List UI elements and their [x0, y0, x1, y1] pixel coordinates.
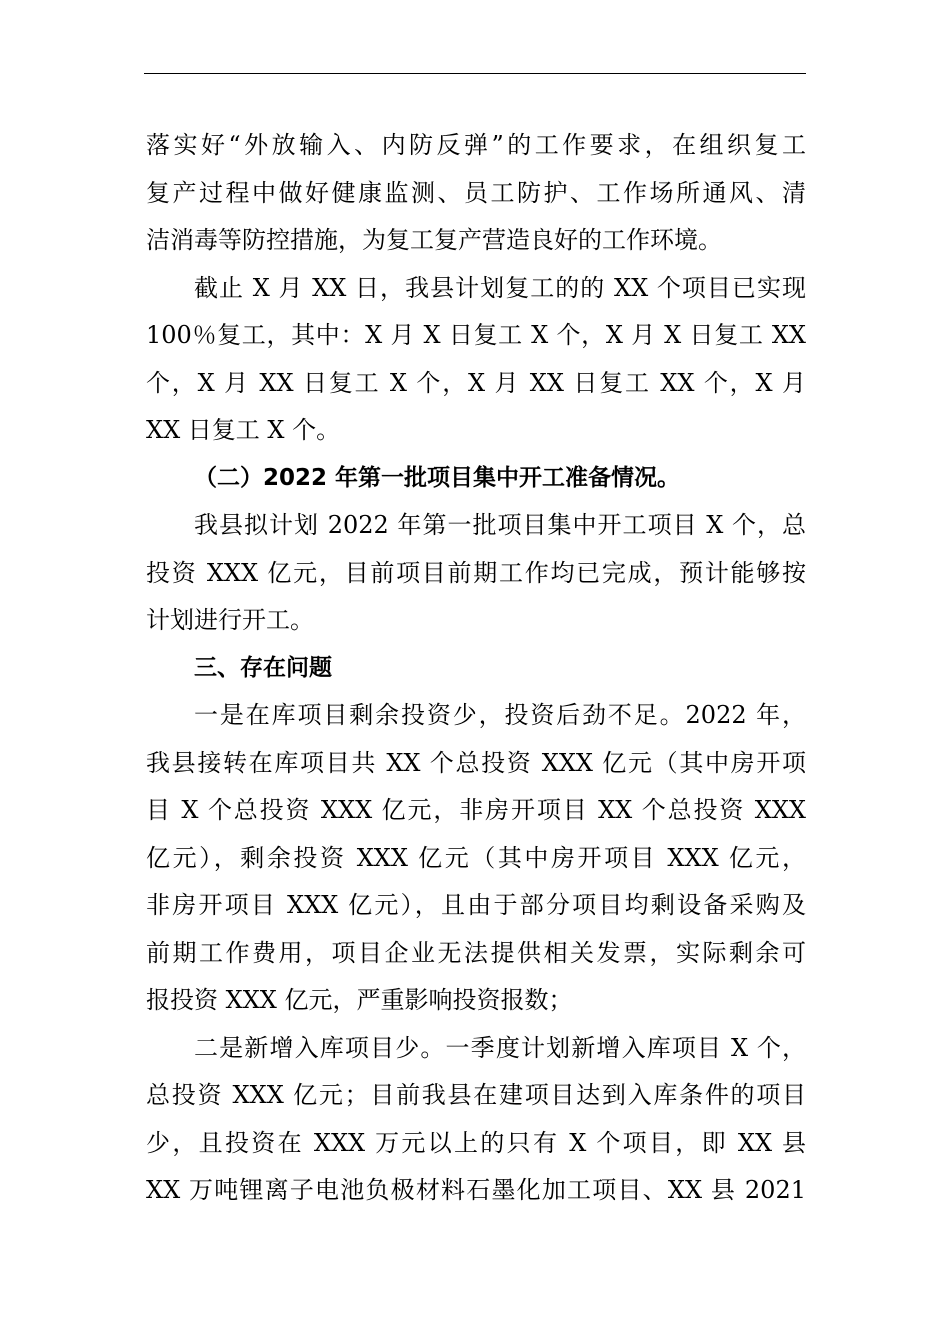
- paragraph: [146, 265, 806, 455]
- text-line: 个，X 月 XX 日复工 X 个，X 月 XX 日复工 XX 个，X 月: [146, 368, 806, 397]
- text-line: 投资 XXX 亿元，目前项目前期工作均已完成，预计能够按: [146, 558, 806, 587]
- section-heading: （二）2022 年第一批项目集中开工准备情况。: [194, 464, 681, 491]
- text-line: 截止 X 月 XX 日，我县计划复工的的 XX 个项目已实现: [194, 273, 806, 302]
- text-line: 少，且投资在 XXX 万元以上的只有 X 个项目，即 XX 县: [146, 1128, 806, 1157]
- section-heading: 三、存在问题: [194, 654, 332, 681]
- text-line: 一是在库项目剩余投资少，投资后劲不足。2022 年，: [194, 701, 806, 729]
- text-line: 前期工作费用，项目企业无法提供相关发票，实际剩余可: [146, 938, 806, 967]
- text-line: 洁消毒等防控措施，为复工复产营造良好的工作环境。: [146, 226, 722, 254]
- text-line: 总投资 XXX 亿元；目前我县在建项目达到入库条件的项目: [146, 1081, 806, 1109]
- text-line: 计划进行开工。: [146, 606, 314, 634]
- document-body: [146, 122, 806, 1215]
- text-line: XX 万吨锂离子电池负极材料石墨化加工项目、XX 县 2021: [146, 1176, 806, 1204]
- paragraph: [146, 122, 806, 265]
- text-line: 100％复工，其中：X 月 X 日复工 X 个，X 月 X 日复工 XX: [146, 321, 806, 349]
- text-line: 二是新增入库项目少。一季度计划新增入库项目 X 个，: [194, 1033, 806, 1062]
- header-rule: [144, 73, 806, 74]
- text-line: XX 日复工 X 个。: [146, 416, 341, 444]
- text-line: 亿元），剩余投资 XXX 亿元（其中房开项目 XXX 亿元，: [146, 843, 806, 872]
- paragraph: [146, 692, 806, 1025]
- text-line: 落实好“外放输入、内防反弹”的工作要求，在组织复工: [146, 131, 806, 159]
- text-line: 非房开项目 XXX 亿元），且由于部分项目均剩设备采购及: [146, 891, 806, 919]
- text-line: 目 X 个总投资 XXX 亿元，非房开项目 XX 个总投资 XXX: [146, 796, 806, 824]
- text-line: 我县接转在库项目共 XX 个总投资 XXX 亿元（其中房开项: [146, 748, 806, 777]
- text-line: 我县拟计划 2022 年第一批项目集中开工项目 X 个，总: [194, 511, 806, 539]
- text-line: 复产过程中做好健康监测、员工防护、工作场所通风、清: [146, 178, 806, 207]
- paragraph: [146, 502, 806, 645]
- paragraph: [146, 1025, 806, 1215]
- text-line: 报投资 XXX 亿元，严重影响投资报数；: [146, 986, 573, 1014]
